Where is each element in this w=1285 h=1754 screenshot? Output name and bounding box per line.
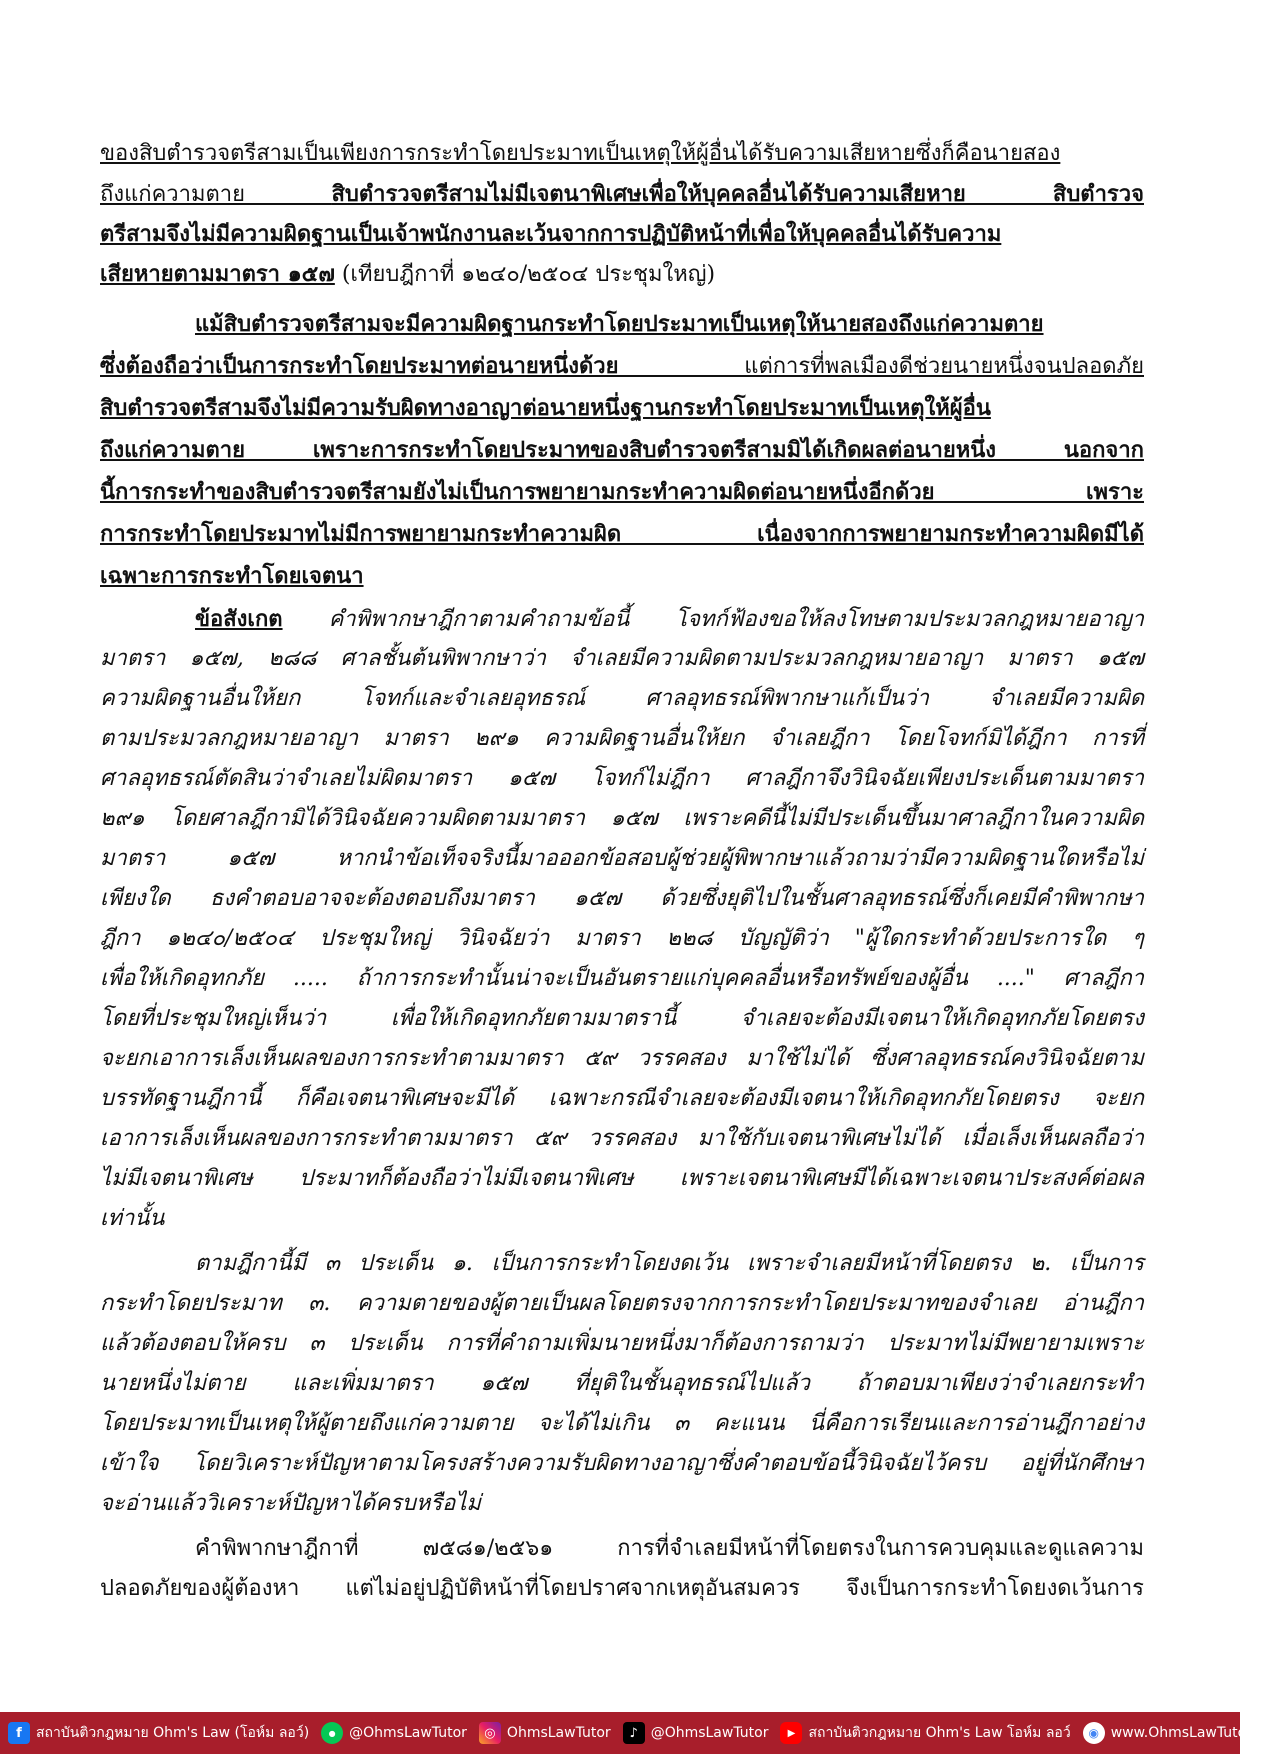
text-run: โดยประมาทเป็นเหตุให้ผู้ตายถึงแก่ความตาย จะได้ไม่เกิน ๓ คะแนน นี่คือการเรียนและการอ่านฎีกาอย่าง [100,1411,1144,1436]
text-run: เพียงใด ธงคำตอบอาจจะต้องตอบถึงมาตรา ๑๕๗ ด้วยซึ่งยุติไปในชั้นศาลอุทธรณ์ซึ่งก็เคยมีคำพิพากษา [100,886,1144,911]
footer-instagram-link[interactable] [479,1722,611,1744]
text-run: ฎีกา ๑๒๔๐/๒๕๐๔ ประชุมใหญ่ วินิจฉัยว่า มาตรา ๒๒๘ บัญญัติว่า "ผู้ใดกระทำด้วยประการใด ๆ [100,926,1144,951]
text-run: มาตรา ๑๕๗ หากนำข้อเท็จจริงนี้มาอออกข้อสอบผู้ช่วยผู้พิพากษาแล้วถามว่ามีความผิดฐานใดหรือไม่ [100,846,1144,871]
text-run: ตามฎีกานี้มี ๓ ประเด็น ๑. เป็นการกระทำโดยงดเว้น เพราะจำเลยมีหน้าที่โดยตรง ๒. เป็นการ [195,1251,1144,1276]
text-line [100,305,1144,343]
text-line [100,1445,1144,1483]
text-line [100,1485,1144,1523]
text-run: จะยกเอาการเล็งเห็นผลของการกระทำตามมาตรา ๕๙ วรรคสอง มาใช้ไม่ได้ ซึ่งศาลอุทธรณ์คงวินิจฉัยตาม [100,1046,1144,1071]
text-line [100,1080,1144,1118]
text-line [100,840,1144,878]
footer-website-link[interactable] [1083,1722,1285,1744]
text-line [100,255,1144,293]
text-line [100,215,1144,253]
text-line [100,1245,1144,1283]
text-run: (เทียบฎีกาที่ ๑๒๔๐/๒๕๐๔ ประชุมใหญ่) [334,262,716,287]
text-line [100,960,1144,998]
text-line [100,1365,1144,1403]
text-line [100,473,1144,511]
footer-bar [0,1712,1285,1754]
footer-link-label: OhmsLawTutor [506,1725,611,1741]
tiktok-icon: ♪ [623,1722,645,1744]
text-run-bold: สิบตำรวจตรีสามจึงไม่มีความรับผิดทางอาญาต่อนายหนึ่งฐานกระทำโดยประมาทเป็นเหตุให้ผู้อื่น [100,395,991,421]
text-line [100,600,1144,638]
text-line [100,1040,1144,1078]
text-run: ถึงแก่ความตาย [100,182,332,207]
footer-link-label: www.OhmsLawTutor.com [1110,1725,1285,1741]
text-line [100,431,1144,469]
text-run-bold: เสียหายตามมาตรา ๑๕๗ [100,261,335,287]
text-line [100,1120,1144,1158]
text-run: คำพิพากษาฎีกาที่ ๗๕๘๑/๒๕๖๑ การที่จำเลยมีหน้าที่โดยตรงในการควบคุมและดูแลความ [195,1536,1144,1561]
instagram-icon: ◎ [479,1722,501,1744]
text-run-bold: ตรีสามจึงไม่มีความผิดฐานเป็นเจ้าพนักงานละเว้นจากการปฏิบัติหน้าที่เพื่อให้บุคคลอื่นได้รับความ [100,221,1002,247]
text-run-bold: สิบตำรวจตรีสามไม่มีเจตนาพิเศษเพื่อให้บุคคลอื่นได้รับความเสียหาย สิบตำรวจ [331,181,1144,207]
text-line [100,347,1144,385]
text-run: แล้วต้องตอบให้ครบ ๓ ประเด็น การที่คำถามเพิ่มนายหนึ่งมาก็ต้องการถามว่า ประมาทไม่มีพยายามเพราะ [100,1331,1144,1356]
footer-line-link[interactable] [321,1722,467,1744]
text-line [100,1285,1144,1323]
text-line [100,720,1144,758]
text-run: เอาการเล็งเห็นผลของการกระทำตามมาตรา ๕๙ วรรคสอง มาใช้กับเจตนาพิเศษไม่ได้ เมื่อเล็งเห็นผลถือว่า [100,1126,1144,1151]
text-line [100,1325,1144,1363]
footer-link-label: @OhmsLawTutor [650,1725,769,1741]
text-line [100,1200,1144,1238]
text-line [100,175,1144,213]
text-run: ความผิดฐานอื่นให้ยก โจทก์และจำเลยอุทธรณ์ ศาลอุทธรณ์พิพากษาแก้เป็นว่า จำเลยมีความผิด [100,686,1144,711]
text-run: ของสิบตำรวจตรีสามเป็นเพียงการกระทำโดยประมาทเป็นเหตุให้ผู้อื่นได้รับความเสียหายซึ่งก็คือนายสอง [100,141,1061,166]
text-line [100,135,1144,173]
footer-tiktok-link[interactable] [623,1722,769,1744]
text-line [100,760,1144,798]
text-run-bold: แม้สิบตำรวจตรีสามจะมีความผิดฐานกระทำโดยประมาทเป็นเหตุให้นายสองถึงแก่ความตาย [195,311,1044,337]
text-line [100,880,1144,918]
facebook-icon: f [8,1722,30,1744]
text-run: คำพิพากษาฎีกาตามคำถามข้อนี้ โจทก์ฟ้องขอให้ลงโทษตามประมวลกฎหมายอาญา [282,607,1144,632]
text-run-bold: การกระทำโดยประมาทไม่มีการพยายามกระทำความผิด เนื่องจากการพยายามกระทำความผิดมีได้ [100,521,1144,547]
text-line [100,1570,1144,1608]
text-run: ไม่มีเจตนาพิเศษ ประมาทก็ต้องถือว่าไม่มีเจตนาพิเศษ เพราะเจตนาพิเศษมีได้เฉพาะเจตนาประสงค์ต่อผล [100,1166,1144,1191]
footer-link-label: สถาบันติวกฎหมาย Ohm's Law (โอห์ม ลอว์) [36,1725,310,1741]
footer-facebook-link[interactable] [8,1722,309,1744]
text-line [100,1160,1144,1198]
text-line [100,800,1144,838]
footer-link-label: สถาบันติวกฎหมาย Ohm's Law โอห์ม ลอว์ [808,1725,1071,1741]
text-run: มาตรา ๑๕๗, ๒๘๘ ศาลชั้นต้นพิพากษาว่า จำเลยมีความผิดตามประมวลกฎหมายอาญา มาตรา ๑๕๗ [100,646,1144,671]
text-run: นายหนึ่งไม่ตาย และเพิ่มมาตรา ๑๕๗ ที่ยุติในชั้นอุทธรณ์ไปแล้ว ถ้าตอบมาเพียงว่าจำเลยกระทำ [100,1371,1144,1396]
text-run: เพื่อให้เกิดอุทกภัย ..... ถ้าการกระทำนั้นน่าจะเป็นอันตรายแก่บุคคลอื่นหรือทรัพย์ของผู้อื่น ...." ศาลฎีกา [100,966,1144,991]
text-line [100,920,1144,958]
text-run: เข้าใจ โดยวิเคราะห์ปัญหาตามโครงสร้างความรับผิดทางอาญาซึ่งคำตอบข้อนี้วินิจฉัยไว้ครบ อยู่ที่นักศึกษา [100,1451,1144,1476]
text-run: กระทำโดยประมาท ๓. ความตายของผู้ตายเป็นผลโดยตรงจากการกระทำโดยประมาทของจำเลย อ่านฎีกา [100,1291,1144,1316]
text-line [100,389,1144,427]
observation-heading: ข้อสังเกต [195,606,283,632]
text-run: แต่การที่พลเมืองดีช่วยนายหนึ่งจนปลอดภัย [618,354,1144,379]
text-run: ศาลอุทธรณ์ตัดสินว่าจำเลยไม่ผิดมาตรา ๑๕๗ โจทก์ไม่ฎีกา ศาลฎีกาจึงวินิจฉัยเพียงประเด็นตามมาตรา [100,766,1144,791]
text-run: บรรทัดฐานฎีกานี้ ก็คือเจตนาพิเศษจะมีได้ เฉพาะกรณีจำเลยจะต้องมีเจตนาให้เกิดอุทกภัยโดยตรง จะยก [100,1086,1144,1111]
text-line [100,640,1144,678]
text-run-bold: นี้การกระทำของสิบตำรวจตรีสามยังไม่เป็นการพยายามกระทำความผิดต่อนายหนึ่งอีกด้วย เพราะ [100,479,1144,505]
text-run: ๒๙๑ โดยศาลฎีกามิได้วินิจฉัยความผิดตามมาตรา ๑๕๗ เพราะคดีนี้ไม่มีประเด็นขึ้นมาศาลฎีกาในความผิด [100,806,1144,831]
text-run: ปลอดภัยของผู้ต้องหา แต่ไม่อยู่ปฏิบัติหน้าที่โดยปราศจากเหตุอันสมควร จึงเป็นการกระทำโดยงดเว้นการ [100,1576,1144,1601]
line-icon: ● [321,1722,343,1744]
text-line [100,515,1144,553]
text-run-bold: ถึงแก่ความตาย เพราะการกระทำโดยประมาทของสิบตำรวจตรีสามมิได้เกิดผลต่อนายหนึ่ง นอกจาก [100,437,1144,463]
text-run: ตามประมวลกฎหมายอาญา มาตรา ๒๙๑ ความผิดฐานอื่นให้ยก จำเลยฎีกา โดยโจทก์มิได้ฎีกา การที่ [100,726,1144,751]
text-run-bold: ซึ่งต้องถือว่าเป็นการกระทำโดยประมาทต่อนายหนึ่งด้วย [100,353,619,379]
text-line [100,1405,1144,1443]
text-run-bold: เฉพาะการกระทำโดยเจตนา [100,563,364,589]
web-icon: ◉ [1083,1722,1105,1744]
text-line [100,557,1144,595]
text-run: จะอ่านแล้ววิเคราะห์ปัญหาได้ครบหรือไม่ [100,1491,481,1516]
footer-link-label: @OhmsLawTutor [349,1725,467,1741]
text-line [100,680,1144,718]
text-line [100,1530,1144,1568]
text-line [100,1000,1144,1038]
text-run: โดยที่ประชุมใหญ่เห็นว่า เพื่อให้เกิดอุทกภัยตามมาตรานี้ จำเลยจะต้องมีเจตนาให้เกิดอุทกภัยโดยตรง [100,1006,1144,1031]
youtube-icon: ▶ [780,1722,802,1744]
footer-youtube-link[interactable] [780,1722,1070,1744]
text-run: เท่านั้น [100,1206,165,1231]
